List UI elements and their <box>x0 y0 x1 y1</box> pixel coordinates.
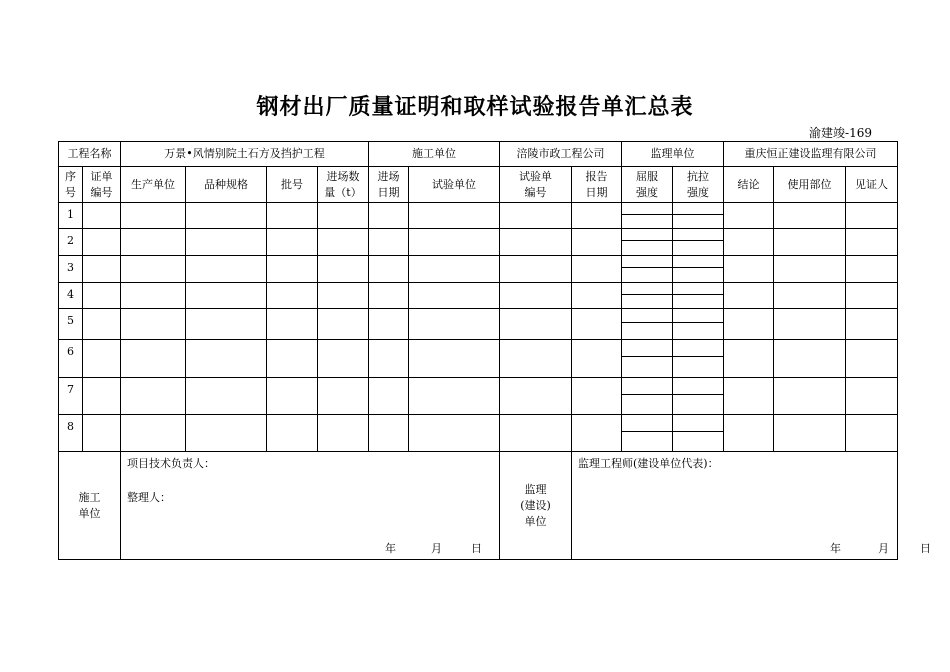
sample-slot <box>622 432 672 451</box>
table-cell <box>500 340 572 378</box>
sample-slot <box>673 340 723 357</box>
sample-slot <box>622 215 672 228</box>
sample-slot <box>673 256 723 268</box>
row-number-text: 4 <box>67 288 74 301</box>
project-name-label: 工程名称 <box>59 142 121 167</box>
table-cell <box>186 203 267 229</box>
table-cell <box>186 283 267 309</box>
sample-slot <box>673 268 723 282</box>
table-cell <box>572 283 622 309</box>
table-cell <box>572 415 622 452</box>
sample-slot <box>622 203 672 215</box>
sample-slot <box>622 283 672 295</box>
table-cell <box>318 256 369 283</box>
table-cell <box>186 415 267 452</box>
sample-slot <box>673 378 723 395</box>
month-label: 月 <box>878 542 889 555</box>
sample-slot <box>622 340 672 357</box>
yield-strength-cell <box>622 415 673 452</box>
table-cell <box>409 229 500 256</box>
table-cell <box>318 378 369 415</box>
table-cell <box>369 415 409 452</box>
table-cell <box>318 283 369 309</box>
sample-slot <box>673 241 723 255</box>
table-cell <box>369 309 409 340</box>
table-cell <box>121 378 186 415</box>
table-cell <box>83 283 121 309</box>
table-cell <box>846 309 898 340</box>
construction-signature-area <box>121 452 500 560</box>
table-cell <box>724 378 774 415</box>
table-cell <box>409 378 500 415</box>
table-cell <box>186 340 267 378</box>
table-cell <box>774 415 846 452</box>
table-row <box>59 256 898 283</box>
supervisor-label: 监理单位 <box>622 142 724 167</box>
sample-slot <box>622 323 672 339</box>
header-test-no: 试验单 编号 <box>500 167 572 203</box>
row-number <box>59 309 83 340</box>
header-usage: 使用部位 <box>774 167 846 203</box>
table-cell <box>318 229 369 256</box>
yield-strength-cell <box>622 229 673 256</box>
supervision-date <box>830 541 931 557</box>
table-cell <box>318 415 369 452</box>
table-cell <box>774 203 846 229</box>
table-cell <box>846 203 898 229</box>
table-cell <box>267 309 318 340</box>
table-cell <box>83 415 121 452</box>
table-cell <box>500 378 572 415</box>
table-cell <box>267 340 318 378</box>
table-cell <box>846 229 898 256</box>
row-number <box>59 415 83 452</box>
header-yield: 屈服 强度 <box>622 167 673 203</box>
project-name-value: 万景•风情别院土石方及挡护工程 <box>121 142 369 167</box>
row-number-text: 6 <box>67 345 74 358</box>
table-row <box>59 283 898 309</box>
table-cell <box>774 340 846 378</box>
table-cell <box>369 283 409 309</box>
summary-table <box>58 141 931 560</box>
table-cell <box>369 203 409 229</box>
table-cell <box>318 340 369 378</box>
table-cell <box>409 256 500 283</box>
table-cell <box>500 283 572 309</box>
table-cell <box>572 256 622 283</box>
yield-strength-cell <box>622 309 673 340</box>
table-cell <box>409 340 500 378</box>
sample-slot <box>673 357 723 377</box>
supervision-unit-label: 监理 (建设) 单位 <box>500 452 572 560</box>
table-cell <box>83 203 121 229</box>
table-cell <box>369 229 409 256</box>
sample-slot <box>673 203 723 215</box>
table-cell <box>774 229 846 256</box>
yield-strength-cell <box>622 203 673 229</box>
table-cell <box>121 229 186 256</box>
table-cell <box>83 229 121 256</box>
table-cell <box>500 256 572 283</box>
header-witness: 见证人 <box>846 167 898 203</box>
tensile-strength-cell <box>673 229 724 256</box>
table-cell <box>724 283 774 309</box>
sample-slot <box>622 229 672 241</box>
table-row <box>59 309 898 340</box>
table-cell <box>267 378 318 415</box>
sample-slot <box>673 309 723 323</box>
table-cell <box>774 309 846 340</box>
table-cell <box>83 340 121 378</box>
row-number <box>59 378 83 415</box>
table-cell <box>409 203 500 229</box>
sample-slot <box>622 256 672 268</box>
table-row <box>59 203 898 229</box>
header-cert-no: 证单 编号 <box>83 167 121 203</box>
table-cell <box>846 256 898 283</box>
header-manufacturer: 生产单位 <box>121 167 186 203</box>
construction-unit-label: 施工 单位 <box>59 452 121 560</box>
table-cell <box>186 229 267 256</box>
row-number <box>59 340 83 378</box>
builder-label-text: 施工单位 <box>412 147 456 160</box>
year-label: 年 <box>385 542 396 555</box>
table-cell <box>409 309 500 340</box>
table-cell <box>774 283 846 309</box>
tensile-strength-cell <box>673 415 724 452</box>
table-cell <box>572 229 622 256</box>
yield-strength-cell <box>622 340 673 378</box>
sample-slot <box>622 241 672 255</box>
sample-slot <box>673 323 723 339</box>
year-label: 年 <box>830 542 841 555</box>
supervision-signature-area <box>572 452 931 560</box>
sample-slot <box>673 432 723 451</box>
row-number-text: 8 <box>67 420 74 433</box>
table-cell <box>724 340 774 378</box>
builder-value: 涪陵市政工程公司 <box>500 142 622 167</box>
header-seq: 序 号 <box>59 167 83 203</box>
tech-lead-label: 项目技术负责人： <box>127 457 215 470</box>
table-cell <box>267 256 318 283</box>
yield-strength-cell <box>622 378 673 415</box>
table-cell <box>500 309 572 340</box>
row-number <box>59 203 83 229</box>
sample-slot <box>673 229 723 241</box>
day-label: 日 <box>471 542 482 555</box>
tensile-strength-cell <box>673 309 724 340</box>
table-cell <box>500 203 572 229</box>
sample-slot <box>622 378 672 395</box>
table-cell <box>572 378 622 415</box>
table-cell <box>846 340 898 378</box>
sample-slot <box>622 268 672 282</box>
row-number-text: 2 <box>67 234 74 247</box>
table-cell <box>409 415 500 452</box>
row-number <box>59 283 83 309</box>
table-cell <box>267 415 318 452</box>
yield-strength-cell <box>622 283 673 309</box>
header-batch: 批号 <box>267 167 318 203</box>
header-entry-date: 进场 日期 <box>369 167 409 203</box>
table-cell <box>846 415 898 452</box>
month-label: 月 <box>431 542 442 555</box>
table-cell <box>318 309 369 340</box>
project-info-row <box>59 142 898 167</box>
column-header-row <box>59 167 898 203</box>
table-cell <box>846 283 898 309</box>
table-cell <box>267 283 318 309</box>
table-cell <box>121 203 186 229</box>
table-cell <box>409 283 500 309</box>
supervisor-engineer-label: 监理工程师(建设单位代表)： <box>578 457 719 470</box>
table-cell <box>724 229 774 256</box>
table-cell <box>774 378 846 415</box>
table-cell <box>724 203 774 229</box>
table-cell <box>572 340 622 378</box>
table-cell <box>846 378 898 415</box>
table-cell <box>121 309 186 340</box>
table-row <box>59 340 898 378</box>
table-cell <box>83 309 121 340</box>
table-cell <box>774 256 846 283</box>
table-cell <box>121 415 186 452</box>
tensile-strength-cell <box>673 256 724 283</box>
row-number-text: 1 <box>67 208 74 221</box>
table-cell <box>267 203 318 229</box>
page-title: 钢材出厂质量证明和取样试验报告单汇总表 <box>256 94 694 120</box>
tensile-strength-cell <box>673 340 724 378</box>
table-row <box>59 229 898 256</box>
sample-slot <box>673 283 723 295</box>
table-cell <box>186 256 267 283</box>
day-label: 日 <box>920 542 931 555</box>
organizer-label: 整理人： <box>127 491 171 504</box>
tensile-strength-cell <box>673 203 724 229</box>
sample-slot <box>622 357 672 377</box>
table-cell <box>500 229 572 256</box>
table-cell <box>572 203 622 229</box>
table-cell <box>369 378 409 415</box>
document-number: 渝建竣-169 <box>809 126 872 140</box>
table-cell <box>186 378 267 415</box>
header-tensile: 抗拉 强度 <box>673 167 724 203</box>
table-cell <box>83 256 121 283</box>
header-test-unit: 试验单位 <box>409 167 500 203</box>
sample-slot <box>622 309 672 323</box>
tensile-strength-cell <box>673 378 724 415</box>
table-cell <box>121 256 186 283</box>
yield-strength-cell <box>622 256 673 283</box>
table-cell <box>724 309 774 340</box>
sample-slot <box>622 295 672 308</box>
table-cell <box>121 283 186 309</box>
sample-slot <box>673 215 723 228</box>
table-cell <box>121 340 186 378</box>
supervisor-value: 重庆恒正建设监理有限公司 <box>724 142 898 167</box>
sample-slot <box>673 395 723 414</box>
row-number <box>59 256 83 283</box>
table-cell <box>318 203 369 229</box>
table-cell <box>724 415 774 452</box>
sample-slot <box>622 395 672 414</box>
row-number-text: 5 <box>67 314 74 327</box>
builder-label-cell <box>369 142 500 167</box>
table-row <box>59 415 898 452</box>
tensile-strength-cell <box>673 283 724 309</box>
header-variety: 品种规格 <box>186 167 267 203</box>
table-cell <box>186 309 267 340</box>
table-cell <box>83 378 121 415</box>
table-cell <box>724 256 774 283</box>
sample-slot <box>673 295 723 308</box>
table-cell <box>500 415 572 452</box>
header-conclusion: 结论 <box>724 167 774 203</box>
header-qty: 进场数 量（t） <box>318 167 369 203</box>
sample-slot <box>673 415 723 432</box>
signature-row <box>59 452 898 560</box>
construction-date <box>385 541 482 557</box>
row-number-text: 3 <box>67 261 74 274</box>
sample-slot <box>622 415 672 432</box>
table-cell <box>572 309 622 340</box>
table-cell <box>369 340 409 378</box>
header-report-date: 报告 日期 <box>572 167 622 203</box>
table-cell <box>267 229 318 256</box>
table-row <box>59 378 898 415</box>
table-cell <box>369 256 409 283</box>
row-number-text: 7 <box>67 383 74 396</box>
row-number <box>59 229 83 256</box>
